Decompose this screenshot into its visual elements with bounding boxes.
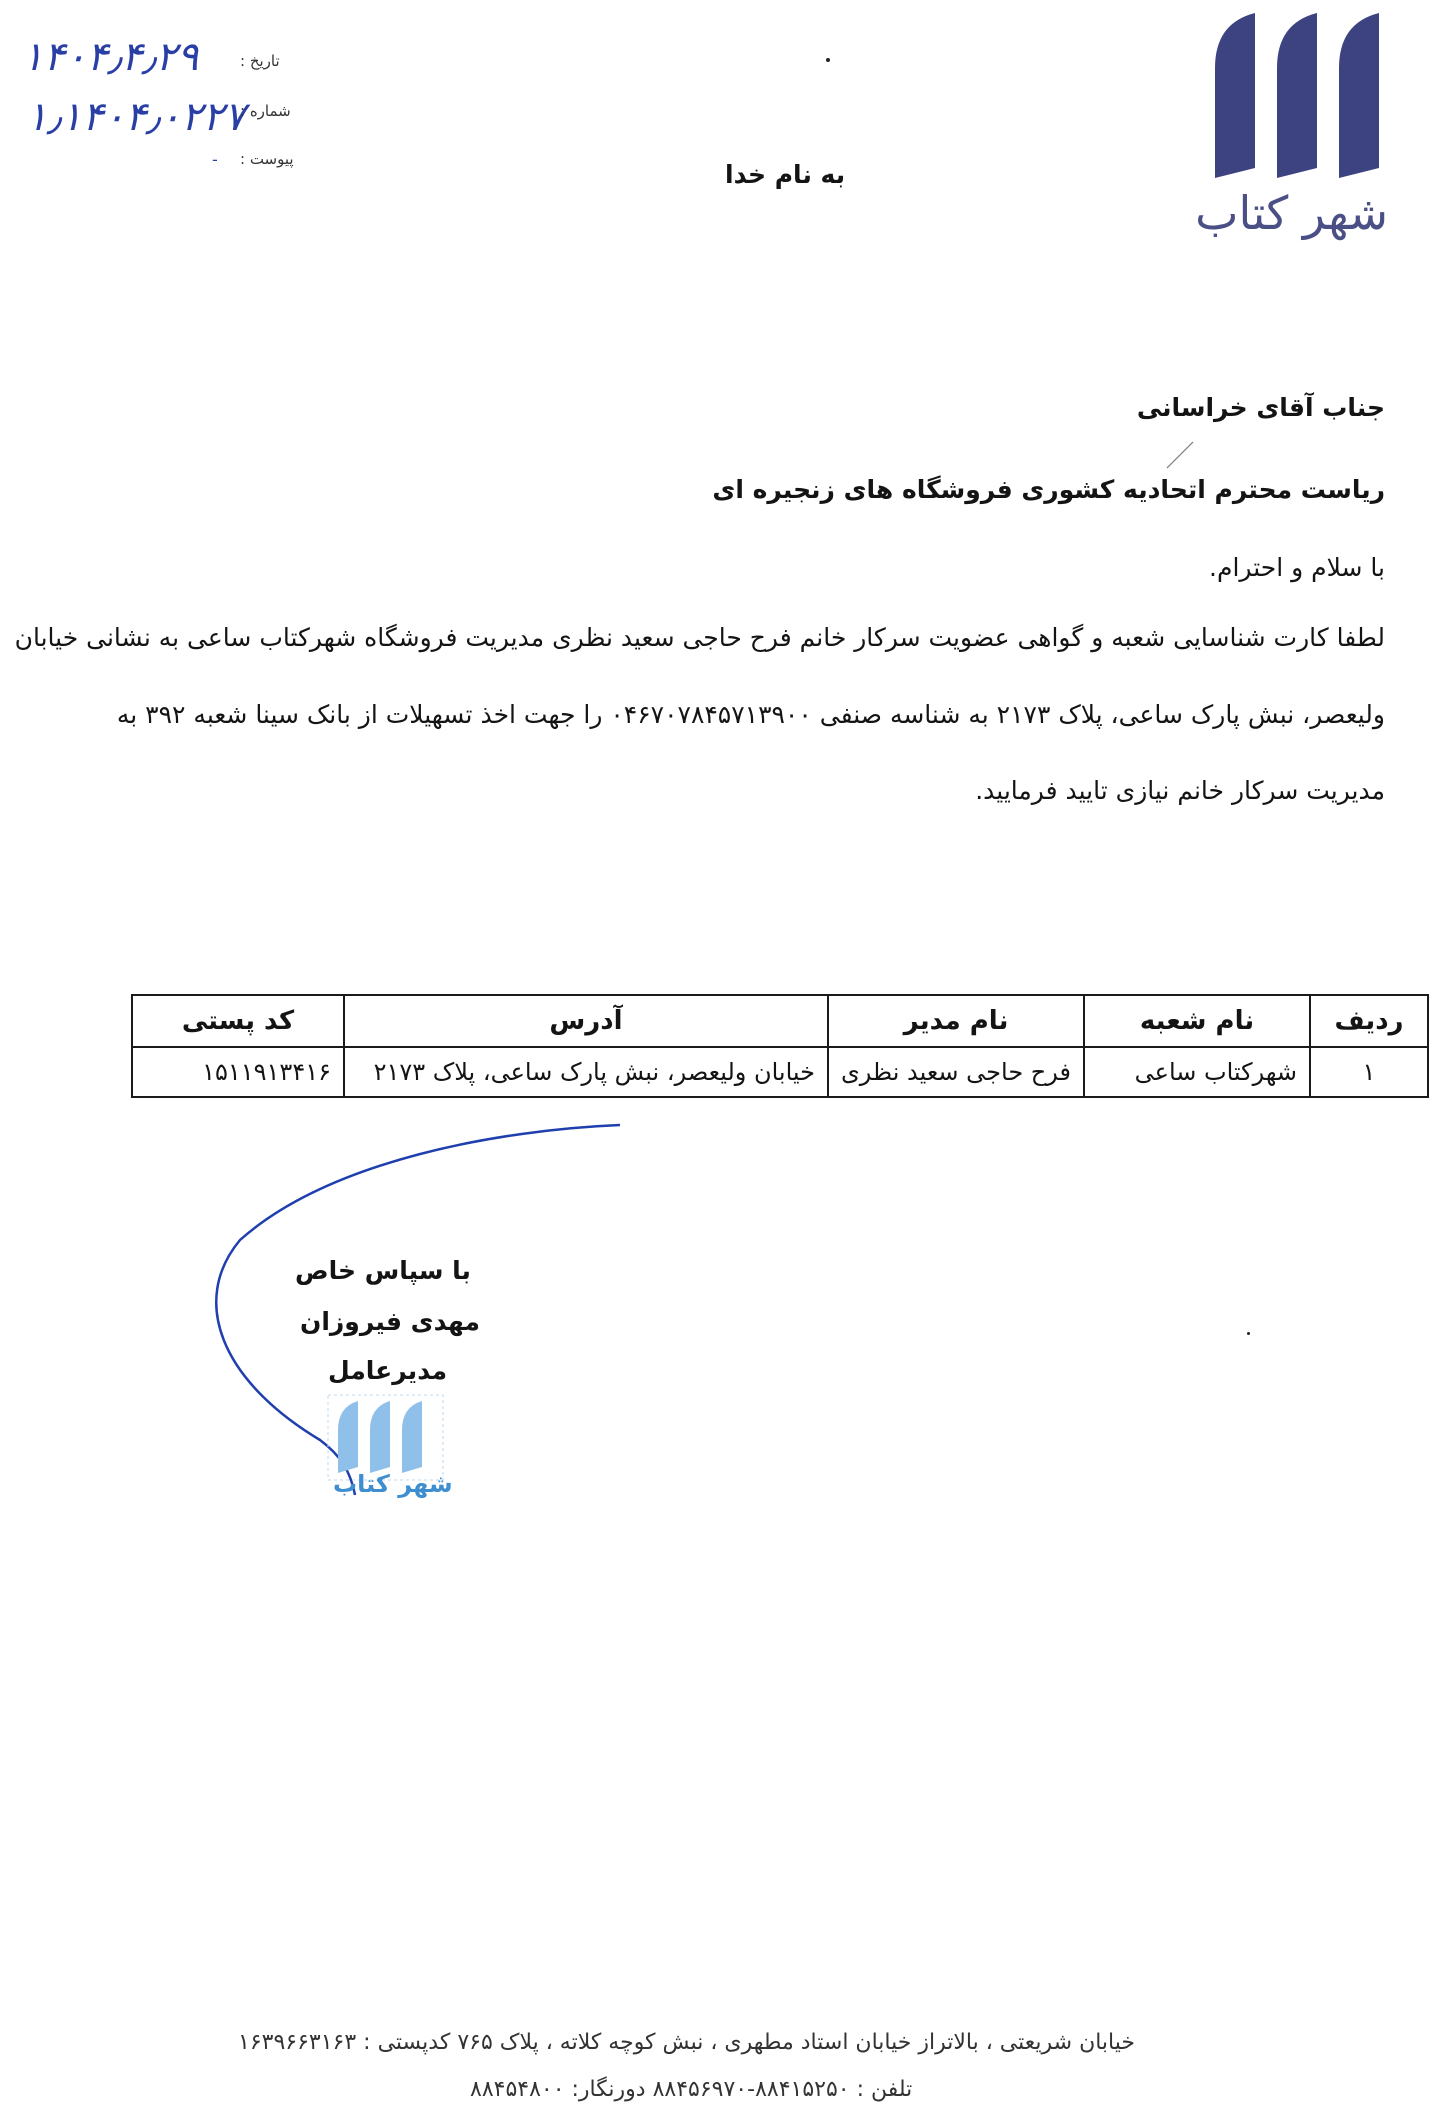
body-line-3: مدیریت سرکار خانم نیازی تایید فرمایید. [975,776,1385,805]
header-address: آدرس [344,995,828,1047]
handwritten-date: ۱۴۰۴٫۴٫۲۹ [22,34,199,80]
cell-address: خیابان ولیعصر، نبش پارک ساعی، پلاک ۲۱۷۳ [344,1047,828,1097]
signatory-role: مدیرعامل [328,1356,448,1385]
table-header-row [132,995,1428,1047]
speck-dot [826,58,830,62]
pen-stroke-mark [1165,440,1195,470]
attachment-pen-mark: - [212,150,218,169]
attachment-label: پیوست : [240,150,294,168]
date-label: تاریخ : [240,52,280,70]
recipient-title: ریاست محترم اتحادیه کشوری فروشگاه های زنجیره ای [712,475,1385,504]
header-postal-code: کد پستی [132,995,344,1047]
table-row [132,1047,1428,1097]
cell-manager-name: فرح حاجی سعید نظری [828,1047,1084,1097]
speck-dot [1247,1332,1250,1335]
number-label: شماره : [240,102,291,120]
basmala-heading: به نام خدا [725,160,846,189]
recipient-name: جناب آقای خراسانی [1136,393,1385,422]
footer-phone: تلفن : ۸۸۴۱۵۲۵۰-۸۸۴۵۶۹۷۰ دورنگار: ۸۸۴۵۴۸۰۰ [470,2077,913,2102]
body-line-2: ولیعصر، نبش پارک ساعی، پلاک ۲۱۷۳ به شناسه صنفی ۰۴۶۷۰۷۸۴۵۷۱۳۹۰۰ را جهت اخذ تسهیلات از بانک سینا شعبه ۳۹۲ به [116,700,1385,729]
cell-branch-name: شهرکتاب ساعی [1084,1047,1310,1097]
header-branch-name: نام شعبه [1084,995,1310,1047]
cell-row-number: ۱ [1310,1047,1428,1097]
footer-address: خیابان شریعتی ، بالاتراز خیابان استاد مطهری ، نبش کوچه کلاته ، پلاک ۷۶۵ کدپستی : ۱۶۳۹۶۶۳۱۶۳ [238,2030,1135,2055]
closing-phrase: با سپاس خاص [295,1256,471,1285]
header-row-number: ردیف [1310,995,1428,1047]
header-manager-name: نام مدیر [828,995,1084,1047]
stamp-text: شهر کتاب [333,1470,453,1498]
signatory-name: مهدی فیروزان [300,1307,481,1336]
cell-postal-code: ۱۵۱۱۹۱۳۴۱۶ [132,1047,344,1097]
body-line-1: لطفا کارت شناسایی شعبه و گواهی عضویت سرکار خانم فرح حاجی سعید نظری مدیریت فروشگاه شهرکتاب ساعی به نشانی خیابان [14,623,1385,652]
logo-text: شهر کتاب [1195,186,1388,240]
greeting: با سلام و احترام. [1209,553,1385,582]
branch-info-table [131,994,1429,1098]
handwritten-number: ۱٫۱۴۰۴٫۰۲۲۷ [26,94,246,140]
shahr-ketab-logo-icon [1205,8,1405,188]
